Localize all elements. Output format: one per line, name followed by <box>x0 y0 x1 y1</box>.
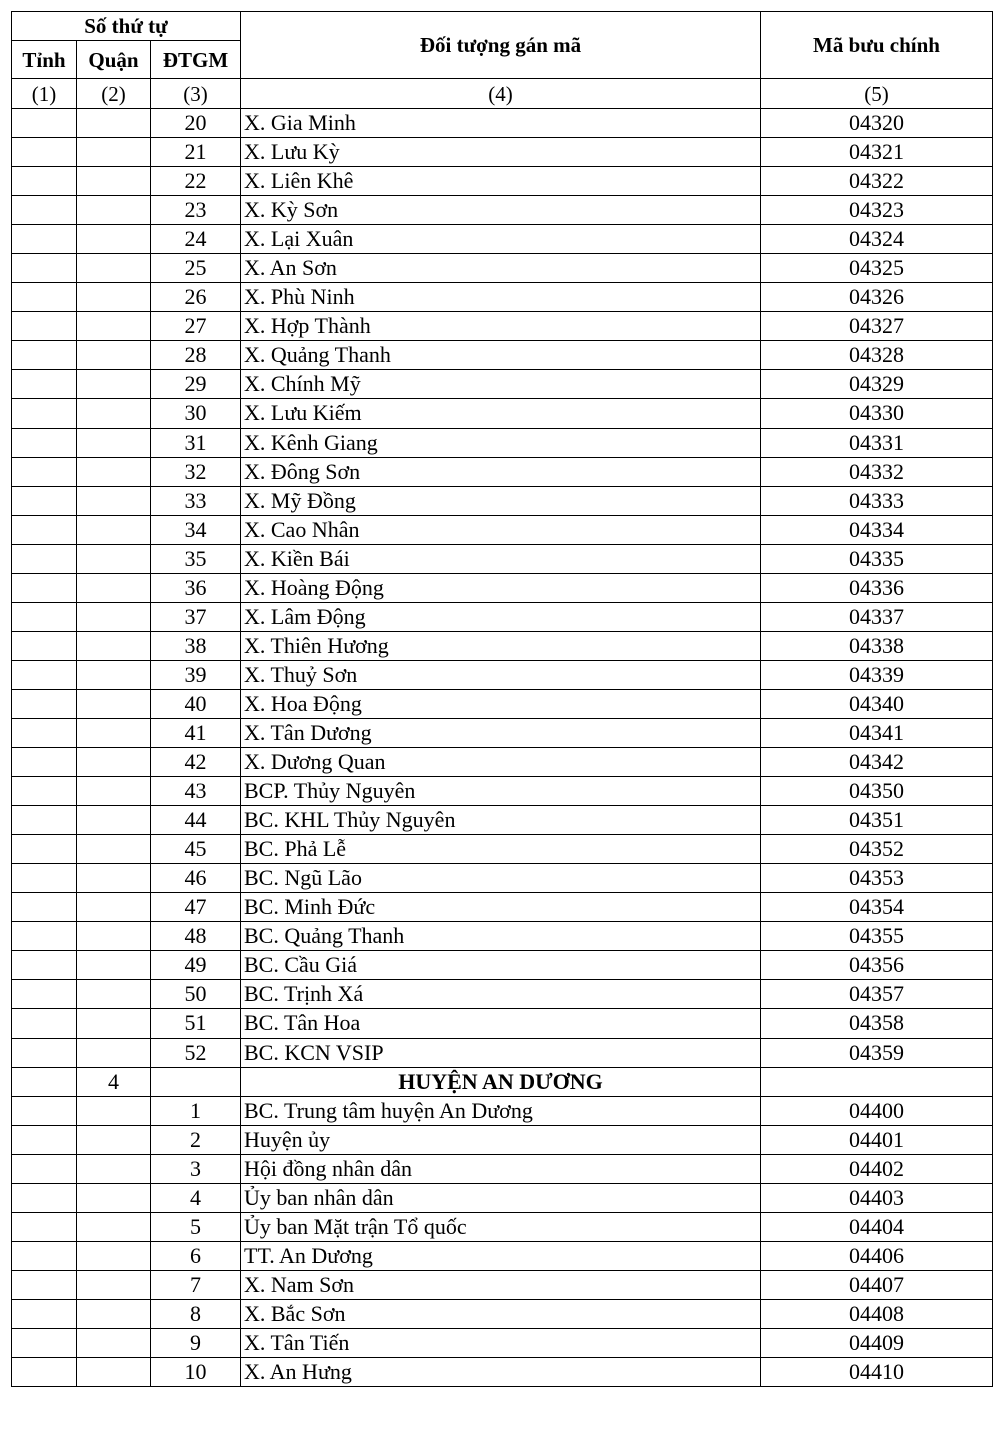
cell-object-name: X. Lưu Kiếm <box>241 399 761 428</box>
table-row <box>12 1009 993 1038</box>
cell-quan <box>77 806 151 835</box>
table-row <box>12 922 993 951</box>
cell-tinh <box>12 660 77 689</box>
cell-tinh <box>12 951 77 980</box>
cell-tinh <box>12 835 77 864</box>
cell-quan <box>77 341 151 370</box>
header-tinh: Tỉnh <box>12 41 77 79</box>
cell-tinh <box>12 283 77 312</box>
cell-quan <box>77 573 151 602</box>
cell-quan <box>77 689 151 718</box>
cell-object-name: BC. Trịnh Xá <box>241 980 761 1009</box>
cell-postal-code: 04322 <box>761 167 993 196</box>
cell-tinh <box>12 1125 77 1154</box>
table-row <box>12 806 993 835</box>
table-row <box>12 835 993 864</box>
table-row <box>12 399 993 428</box>
table-row <box>12 1299 993 1328</box>
cell-postal-code: 04338 <box>761 631 993 660</box>
cell-tinh <box>12 167 77 196</box>
cell-tinh <box>12 254 77 283</box>
cell-dtgm: 40 <box>151 689 241 718</box>
cell-tinh <box>12 544 77 573</box>
district-group-row <box>12 1067 993 1096</box>
cell-tinh <box>12 689 77 718</box>
cell-tinh <box>12 1270 77 1299</box>
cell-postal-code: 04328 <box>761 341 993 370</box>
cell-object-name: X. Kỳ Sơn <box>241 196 761 225</box>
cell-dtgm: 50 <box>151 980 241 1009</box>
cell-dtgm: 27 <box>151 312 241 341</box>
cell-postal-code: 04350 <box>761 777 993 806</box>
cell-dtgm: 29 <box>151 370 241 399</box>
table-body <box>12 109 993 1387</box>
cell-dtgm: 26 <box>151 283 241 312</box>
cell-tinh <box>12 631 77 660</box>
cell-dtgm: 32 <box>151 457 241 486</box>
cell-dtgm: 2 <box>151 1125 241 1154</box>
cell-dtgm: 37 <box>151 602 241 631</box>
cell-quan <box>77 1270 151 1299</box>
cell-dtgm: 48 <box>151 922 241 951</box>
cell-postal-code: 04401 <box>761 1125 993 1154</box>
cell-quan <box>77 196 151 225</box>
table-row <box>12 748 993 777</box>
cell-tinh <box>12 806 77 835</box>
table-row <box>12 1358 993 1387</box>
cell-quan <box>77 1009 151 1038</box>
cell-dtgm: 34 <box>151 515 241 544</box>
table-row <box>12 951 993 980</box>
cell-postal-code: 04321 <box>761 138 993 167</box>
cell-tinh <box>12 1067 77 1096</box>
cell-object-name: X. Đông Sơn <box>241 457 761 486</box>
header-dtgm: ĐTGM <box>151 41 241 79</box>
cell-object-name: BC. Minh Đức <box>241 893 761 922</box>
table-row <box>12 225 993 254</box>
cell-tinh <box>12 777 77 806</box>
cell-object-name: X. Hoa Động <box>241 689 761 718</box>
table-row <box>12 1125 993 1154</box>
postal-code-table <box>11 11 993 1387</box>
cell-postal-code: 04352 <box>761 835 993 864</box>
cell-object-name: X. Dương Quan <box>241 748 761 777</box>
cell-dtgm: 36 <box>151 573 241 602</box>
table-row <box>12 1328 993 1357</box>
cell-postal-code: 04407 <box>761 1270 993 1299</box>
table-row <box>12 341 993 370</box>
cell-postal-code: 04334 <box>761 515 993 544</box>
column-index: (1) <box>12 79 77 109</box>
cell-tinh <box>12 922 77 951</box>
cell-postal-code: 04331 <box>761 428 993 457</box>
cell-object-name: X. An Sơn <box>241 254 761 283</box>
cell-dtgm: 31 <box>151 428 241 457</box>
cell-postal-code: 04326 <box>761 283 993 312</box>
header-stt-group: Số thứ tự <box>12 12 241 41</box>
cell-quan <box>77 748 151 777</box>
cell-object-name: BC. KCN VSIP <box>241 1038 761 1067</box>
cell-object-name: Hội đồng nhân dân <box>241 1154 761 1183</box>
table-header <box>12 12 993 109</box>
cell-dtgm: 43 <box>151 777 241 806</box>
cell-tinh <box>12 1183 77 1212</box>
cell-postal-code: 04400 <box>761 1096 993 1125</box>
cell-tinh <box>12 196 77 225</box>
cell-postal-code: 04329 <box>761 370 993 399</box>
cell-object-name: X. Tân Dương <box>241 718 761 747</box>
cell-tinh <box>12 1009 77 1038</box>
cell-postal-code: 04340 <box>761 689 993 718</box>
cell-object-name: X. Thiên Hương <box>241 631 761 660</box>
cell-object-name: BC. Tân Hoa <box>241 1009 761 1038</box>
table-row <box>12 660 993 689</box>
cell-quan <box>77 428 151 457</box>
cell-tinh <box>12 1328 77 1357</box>
table-row <box>12 312 993 341</box>
cell-dtgm: 10 <box>151 1358 241 1387</box>
cell-dtgm: 30 <box>151 399 241 428</box>
cell-object-name: X. Phù Ninh <box>241 283 761 312</box>
cell-postal-code: 04357 <box>761 980 993 1009</box>
cell-quan <box>77 167 151 196</box>
cell-object-name: X. An Hưng <box>241 1358 761 1387</box>
table-row <box>12 457 993 486</box>
cell-dtgm: 46 <box>151 864 241 893</box>
cell-tinh <box>12 370 77 399</box>
cell-postal-code: 04337 <box>761 602 993 631</box>
cell-quan <box>77 486 151 515</box>
cell-quan <box>77 1241 151 1270</box>
cell-object-name: BC. Phả Lễ <box>241 835 761 864</box>
cell-object-name: X. Liên Khê <box>241 167 761 196</box>
cell-quan <box>77 138 151 167</box>
cell-object-name: BC. Trung tâm huyện An Dương <box>241 1096 761 1125</box>
cell-dtgm: 41 <box>151 718 241 747</box>
cell-object-name: X. Cao Nhân <box>241 515 761 544</box>
cell-object-name: BC. Ngũ Lão <box>241 864 761 893</box>
cell-object-name: X. Nam Sơn <box>241 1270 761 1299</box>
cell-quan <box>77 515 151 544</box>
header-object: Đối tượng gán mã <box>241 12 761 79</box>
cell-quan <box>77 980 151 1009</box>
cell-quan <box>77 1154 151 1183</box>
table-row <box>12 602 993 631</box>
cell-tinh <box>12 399 77 428</box>
table-row <box>12 893 993 922</box>
table-row <box>12 544 993 573</box>
cell-tinh <box>12 573 77 602</box>
cell-postal-code: 04351 <box>761 806 993 835</box>
cell-dtgm: 42 <box>151 748 241 777</box>
table-row <box>12 428 993 457</box>
cell-tinh <box>12 864 77 893</box>
table-row <box>12 1038 993 1067</box>
cell-object-name: X. Kiền Bái <box>241 544 761 573</box>
cell-object-name: X. Quảng Thanh <box>241 341 761 370</box>
cell-tinh <box>12 428 77 457</box>
cell-tinh <box>12 457 77 486</box>
cell-postal-code: 04330 <box>761 399 993 428</box>
cell-quan <box>77 544 151 573</box>
cell-tinh <box>12 602 77 631</box>
cell-tinh <box>12 893 77 922</box>
cell-quan <box>77 370 151 399</box>
cell-dtgm: 44 <box>151 806 241 835</box>
cell-object-name: X. Tân Tiến <box>241 1328 761 1357</box>
table-row <box>12 718 993 747</box>
header-postal-code: Mã bưu chính <box>761 12 993 79</box>
cell-dtgm: 47 <box>151 893 241 922</box>
cell-dtgm: 8 <box>151 1299 241 1328</box>
table-row <box>12 980 993 1009</box>
cell-postal-code: 04323 <box>761 196 993 225</box>
cell-postal-code: 04327 <box>761 312 993 341</box>
cell-tinh <box>12 138 77 167</box>
cell-quan <box>77 1096 151 1125</box>
column-index: (2) <box>77 79 151 109</box>
cell-object-name: X. Hợp Thành <box>241 312 761 341</box>
cell-tinh <box>12 1212 77 1241</box>
cell-quan: 4 <box>77 1067 151 1096</box>
cell-quan <box>77 660 151 689</box>
cell-postal-code: 04355 <box>761 922 993 951</box>
cell-dtgm: 21 <box>151 138 241 167</box>
cell-postal-code: 04402 <box>761 1154 993 1183</box>
cell-object-name: X. Lâm Động <box>241 602 761 631</box>
cell-quan <box>77 893 151 922</box>
cell-postal-code: 04336 <box>761 573 993 602</box>
cell-object-name: Ủy ban Mặt trận Tổ quốc <box>241 1212 761 1241</box>
cell-dtgm: 22 <box>151 167 241 196</box>
cell-postal-code: 04356 <box>761 951 993 980</box>
cell-postal-code: 04333 <box>761 486 993 515</box>
district-title: HUYỆN AN DƯƠNG <box>241 1067 761 1096</box>
cell-quan <box>77 631 151 660</box>
cell-object-name: BC. Quảng Thanh <box>241 922 761 951</box>
cell-object-name: TT. An Dương <box>241 1241 761 1270</box>
cell-quan <box>77 225 151 254</box>
cell-object-name: BC. Cầu Giá <box>241 951 761 980</box>
cell-dtgm: 38 <box>151 631 241 660</box>
cell-quan <box>77 1299 151 1328</box>
cell-postal-code: 04325 <box>761 254 993 283</box>
cell-dtgm: 25 <box>151 254 241 283</box>
cell-postal-code: 04403 <box>761 1183 993 1212</box>
cell-postal-code: 04404 <box>761 1212 993 1241</box>
table-row <box>12 1270 993 1299</box>
table-row <box>12 196 993 225</box>
cell-quan <box>77 1125 151 1154</box>
cell-quan <box>77 951 151 980</box>
column-index: (5) <box>761 79 993 109</box>
cell-dtgm: 28 <box>151 341 241 370</box>
cell-postal-code: 04339 <box>761 660 993 689</box>
cell-tinh <box>12 1096 77 1125</box>
cell-postal-code: 04408 <box>761 1299 993 1328</box>
table-row <box>12 1096 993 1125</box>
cell-postal-code: 04353 <box>761 864 993 893</box>
column-index: (4) <box>241 79 761 109</box>
cell-dtgm: 35 <box>151 544 241 573</box>
cell-tinh <box>12 312 77 341</box>
cell-postal-code: 04410 <box>761 1358 993 1387</box>
cell-dtgm: 20 <box>151 109 241 138</box>
cell-quan <box>77 1212 151 1241</box>
cell-quan <box>77 922 151 951</box>
cell-postal-code: 04359 <box>761 1038 993 1067</box>
cell-object-name: Huyện ủy <box>241 1125 761 1154</box>
header-quan: Quận <box>77 41 151 79</box>
cell-dtgm: 9 <box>151 1328 241 1357</box>
cell-tinh <box>12 486 77 515</box>
cell-quan <box>77 254 151 283</box>
cell-object-name: X. Mỹ Đồng <box>241 486 761 515</box>
table-row <box>12 573 993 602</box>
cell-object-name: X. Gia Minh <box>241 109 761 138</box>
cell-postal-code: 04332 <box>761 457 993 486</box>
table-row <box>12 1183 993 1212</box>
cell-postal-code: 04341 <box>761 718 993 747</box>
table-row <box>12 777 993 806</box>
table-row <box>12 283 993 312</box>
table-row <box>12 1212 993 1241</box>
table-row <box>12 138 993 167</box>
table-row <box>12 486 993 515</box>
cell-quan <box>77 718 151 747</box>
cell-quan <box>77 457 151 486</box>
cell-dtgm: 6 <box>151 1241 241 1270</box>
cell-quan <box>77 1183 151 1212</box>
cell-object-name: X. Hoàng Động <box>241 573 761 602</box>
cell-dtgm: 52 <box>151 1038 241 1067</box>
cell-postal-code: 04358 <box>761 1009 993 1038</box>
cell-tinh <box>12 980 77 1009</box>
cell-quan <box>77 1038 151 1067</box>
cell-tinh <box>12 748 77 777</box>
cell-postal-code <box>761 1067 993 1096</box>
cell-postal-code: 04324 <box>761 225 993 254</box>
cell-quan <box>77 835 151 864</box>
cell-dtgm: 1 <box>151 1096 241 1125</box>
cell-dtgm <box>151 1067 241 1096</box>
cell-tinh <box>12 515 77 544</box>
cell-dtgm: 45 <box>151 835 241 864</box>
table-row <box>12 1154 993 1183</box>
cell-tinh <box>12 109 77 138</box>
cell-tinh <box>12 1299 77 1328</box>
cell-tinh <box>12 225 77 254</box>
cell-postal-code: 04320 <box>761 109 993 138</box>
table-row <box>12 254 993 283</box>
table-row <box>12 515 993 544</box>
cell-object-name: X. Chính Mỹ <box>241 370 761 399</box>
table-row <box>12 864 993 893</box>
cell-object-name: BCP. Thủy Nguyên <box>241 777 761 806</box>
cell-tinh <box>12 1154 77 1183</box>
cell-postal-code: 04342 <box>761 748 993 777</box>
cell-dtgm: 51 <box>151 1009 241 1038</box>
cell-quan <box>77 283 151 312</box>
cell-quan <box>77 1358 151 1387</box>
cell-dtgm: 24 <box>151 225 241 254</box>
table-row <box>12 167 993 196</box>
cell-dtgm: 3 <box>151 1154 241 1183</box>
cell-quan <box>77 1328 151 1357</box>
cell-object-name: Ủy ban nhân dân <box>241 1183 761 1212</box>
cell-dtgm: 49 <box>151 951 241 980</box>
column-index: (3) <box>151 79 241 109</box>
cell-postal-code: 04406 <box>761 1241 993 1270</box>
cell-dtgm: 4 <box>151 1183 241 1212</box>
cell-object-name: X. Kênh Giang <box>241 428 761 457</box>
cell-tinh <box>12 341 77 370</box>
column-index-row <box>12 79 993 109</box>
cell-quan <box>77 602 151 631</box>
table-row <box>12 1241 993 1270</box>
cell-tinh <box>12 1241 77 1270</box>
cell-object-name: BC. KHL Thủy Nguyên <box>241 806 761 835</box>
cell-postal-code: 04409 <box>761 1328 993 1357</box>
cell-tinh <box>12 718 77 747</box>
cell-dtgm: 39 <box>151 660 241 689</box>
cell-object-name: X. Thuỷ Sơn <box>241 660 761 689</box>
cell-tinh <box>12 1038 77 1067</box>
cell-postal-code: 04354 <box>761 893 993 922</box>
cell-object-name: X. Lưu Kỳ <box>241 138 761 167</box>
table-row <box>12 689 993 718</box>
cell-dtgm: 23 <box>151 196 241 225</box>
cell-quan <box>77 109 151 138</box>
cell-dtgm: 33 <box>151 486 241 515</box>
cell-quan <box>77 312 151 341</box>
cell-object-name: X. Lại Xuân <box>241 225 761 254</box>
cell-quan <box>77 777 151 806</box>
cell-object-name: X. Bắc Sơn <box>241 1299 761 1328</box>
cell-postal-code: 04335 <box>761 544 993 573</box>
cell-dtgm: 5 <box>151 1212 241 1241</box>
table-row <box>12 631 993 660</box>
table-row <box>12 370 993 399</box>
cell-quan <box>77 399 151 428</box>
table-row <box>12 109 993 138</box>
cell-quan <box>77 864 151 893</box>
cell-dtgm: 7 <box>151 1270 241 1299</box>
cell-tinh <box>12 1358 77 1387</box>
